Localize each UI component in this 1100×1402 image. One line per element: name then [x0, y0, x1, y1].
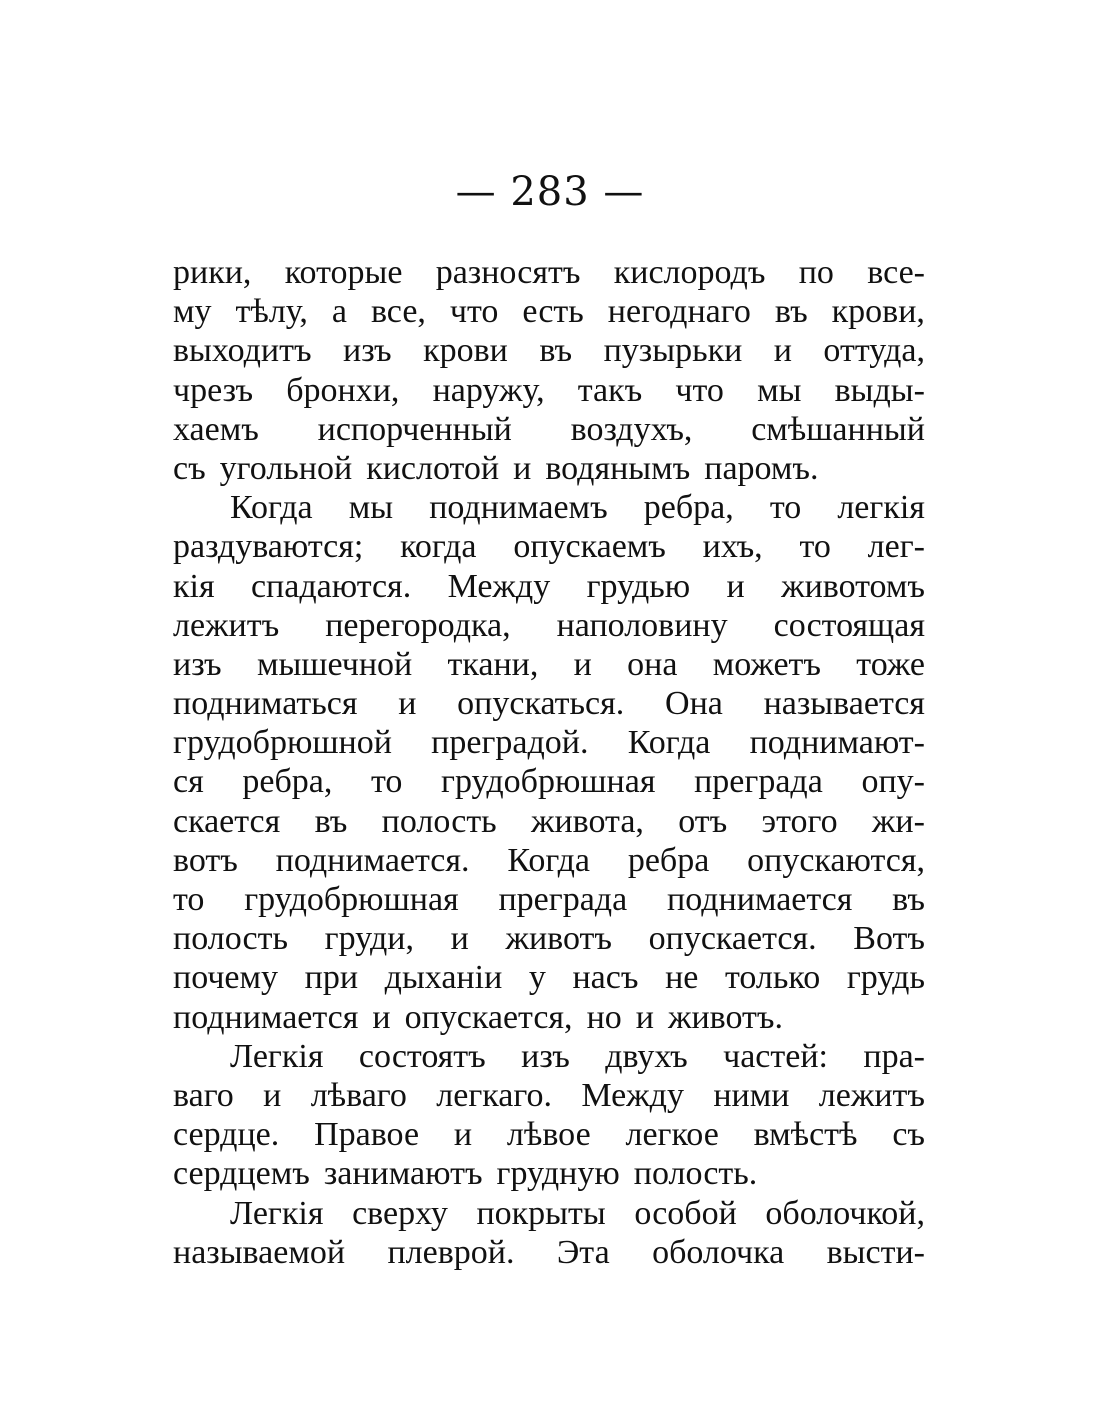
text-line: [173, 449, 925, 488]
word: ними: [713, 1076, 790, 1114]
word: наполовину: [556, 606, 728, 644]
word: есть: [522, 293, 584, 331]
body-text: [173, 253, 925, 1272]
word: поднимается: [667, 881, 853, 918]
word: и: [263, 1076, 282, 1114]
word: занимаютъ: [323, 1155, 483, 1193]
word: пра-: [863, 1037, 925, 1075]
word: опускается.: [648, 920, 817, 958]
word: Правое: [314, 1116, 420, 1154]
word: лежитъ: [818, 1076, 925, 1114]
word: оболочка: [652, 1233, 785, 1271]
word: лег-: [867, 528, 925, 566]
word: высти-: [826, 1233, 925, 1271]
word: и: [726, 567, 745, 605]
word: что: [675, 371, 724, 409]
text-line: [173, 292, 925, 331]
word: полость: [381, 802, 497, 840]
word: при: [304, 959, 359, 997]
word: преграда: [694, 763, 823, 801]
text-line: [173, 567, 925, 606]
word: живота,: [530, 802, 644, 840]
word: и: [453, 1116, 473, 1154]
word: изъ: [173, 645, 222, 683]
word: вотъ: [173, 841, 238, 879]
word: опускаться.: [457, 685, 625, 723]
text-line: [173, 802, 925, 841]
word: этого: [761, 802, 838, 840]
word: животъ: [505, 920, 612, 958]
word: бронхи,: [286, 371, 400, 409]
text-line: [173, 371, 925, 410]
word: паромъ.: [704, 449, 819, 487]
text-line: [173, 1037, 925, 1076]
word: кислотой: [366, 449, 500, 487]
text-line: [173, 723, 925, 762]
word: грудью: [586, 567, 691, 605]
word: въ: [314, 802, 348, 840]
word: отъ: [678, 802, 728, 840]
word: покрыты: [476, 1194, 606, 1232]
word: наружу,: [432, 371, 545, 409]
word: грудобрюшная: [441, 763, 656, 801]
word: раздуваются;: [173, 528, 364, 566]
word: плеврой.: [387, 1233, 515, 1271]
word: то: [370, 763, 403, 801]
word: состоятъ: [358, 1037, 486, 1075]
text-line: [173, 1154, 925, 1193]
word: грудную: [496, 1155, 620, 1193]
word: и: [573, 645, 592, 683]
paragraph: [173, 253, 925, 488]
word: состоящая: [773, 606, 925, 644]
word: скается: [173, 802, 281, 840]
word: Она: [665, 685, 723, 723]
word: ребра,: [242, 763, 333, 801]
text-line: [173, 762, 925, 801]
word: называемой: [173, 1233, 346, 1271]
word: жи-: [871, 802, 925, 840]
text-line: [173, 841, 925, 880]
word: Вотъ: [853, 920, 925, 958]
word: полость.: [633, 1155, 758, 1193]
word: выды-: [834, 371, 925, 409]
text-line: [173, 998, 925, 1037]
word: разносятъ: [435, 254, 581, 291]
word: испорченный: [317, 410, 512, 448]
word: опускаемъ: [513, 528, 666, 566]
word: Между: [581, 1076, 684, 1114]
word: и: [513, 449, 532, 487]
word: можетъ: [712, 645, 821, 683]
word: съ: [173, 449, 206, 487]
text-line: [173, 1233, 925, 1272]
word: пузырьки: [603, 332, 743, 370]
word: воздухъ,: [570, 410, 693, 448]
word: му: [173, 293, 212, 331]
word: поднимают-: [749, 724, 925, 762]
word: рики,: [173, 254, 252, 291]
word: водянымъ: [545, 449, 691, 487]
word: не: [665, 959, 699, 997]
text-line: [173, 919, 925, 958]
word: почему: [173, 959, 279, 997]
word: ребра: [627, 841, 710, 879]
word: все,: [370, 293, 426, 331]
text-line: [173, 958, 925, 997]
word: и: [450, 920, 469, 958]
word: ихъ,: [702, 528, 763, 566]
word: спадаются.: [250, 567, 412, 605]
word: Легкія: [230, 1037, 324, 1075]
word: крови: [423, 332, 508, 370]
word: грудь: [846, 959, 925, 997]
word: преградой.: [431, 724, 589, 762]
word: полость: [173, 920, 289, 958]
text-line: [173, 1076, 925, 1115]
text-line: [173, 606, 925, 645]
word: все-: [867, 254, 925, 291]
word: изъ: [521, 1037, 570, 1075]
word: лежитъ: [173, 606, 280, 644]
word: лѣвое: [506, 1116, 591, 1154]
text-line: [173, 684, 925, 723]
word: тоже: [856, 645, 925, 683]
word: Когда: [507, 841, 590, 879]
text-line: [173, 1194, 925, 1233]
word: и: [635, 998, 654, 1036]
word: то: [173, 881, 205, 918]
paragraph: [173, 488, 925, 1037]
text-line: [173, 331, 925, 370]
word: животъ.: [667, 998, 783, 1036]
word: кислородъ: [613, 254, 766, 291]
page-number: — 283 —: [455, 169, 645, 215]
text-line: [173, 645, 925, 684]
word: дыханіи: [384, 959, 503, 997]
word: поднимаемъ: [429, 489, 608, 527]
word: ткани,: [447, 645, 539, 683]
word: сверху: [352, 1194, 448, 1232]
word: въ: [774, 293, 808, 331]
word: лѣваго: [310, 1076, 407, 1114]
word: она: [627, 645, 678, 683]
word: то: [769, 489, 802, 527]
word: но: [586, 998, 622, 1036]
word: въ: [892, 881, 925, 918]
word: мы: [348, 489, 394, 527]
word: опу-: [861, 763, 925, 801]
word: тѣлу,: [235, 293, 308, 331]
word: подниматься: [173, 685, 358, 723]
word: изъ: [343, 332, 392, 370]
word: груди,: [324, 920, 415, 958]
word: когда: [400, 528, 477, 566]
word: оттуда,: [823, 332, 925, 370]
word: сердце.: [173, 1116, 280, 1154]
word: которые: [284, 254, 403, 291]
word: поднимается.: [275, 841, 470, 879]
word: животомъ: [781, 567, 925, 605]
word: такъ: [577, 371, 643, 409]
text-line: [173, 880, 925, 919]
word: въ: [539, 332, 573, 370]
word: только: [724, 959, 821, 997]
word: ваго: [173, 1076, 234, 1114]
word: и: [398, 685, 417, 723]
word: перегородка,: [325, 606, 511, 644]
word: кія: [173, 567, 215, 605]
word: угольной: [219, 449, 353, 487]
word: двухъ: [605, 1037, 688, 1075]
word: грудобрюшной: [173, 724, 392, 762]
word: оболочкой,: [765, 1194, 925, 1232]
word: легкія: [837, 489, 925, 527]
word: ся: [173, 763, 204, 801]
word: называется: [763, 685, 925, 723]
word: и: [773, 332, 792, 370]
word: смѣшанный: [751, 410, 925, 448]
word: вмѣстѣ: [753, 1116, 858, 1154]
word: по: [798, 254, 834, 291]
word: у: [528, 959, 546, 997]
word: выходитъ: [173, 332, 312, 370]
word: съ: [892, 1116, 925, 1154]
word: Легкія: [230, 1194, 324, 1232]
word: Между: [447, 567, 551, 605]
word: Когда: [627, 724, 711, 762]
word: частей:: [723, 1037, 828, 1075]
word: то: [799, 528, 831, 566]
word: и: [372, 998, 391, 1036]
word: особой: [634, 1194, 737, 1232]
word: Когда: [230, 489, 313, 527]
word: поднимается: [173, 998, 359, 1036]
word: легкое: [625, 1116, 719, 1154]
paragraph: [173, 1194, 925, 1272]
word: опускается,: [404, 998, 573, 1036]
word: мы: [757, 371, 802, 409]
word: мышечной: [256, 645, 413, 683]
paragraph: [173, 1037, 925, 1194]
text-line: [173, 253, 925, 292]
word: насъ: [572, 959, 639, 997]
text-line: [173, 527, 925, 566]
word: сердцемъ: [173, 1155, 310, 1193]
word: преграда: [498, 881, 628, 918]
word: а: [331, 293, 347, 331]
word: грудобрюшная: [244, 881, 459, 918]
word: легкаго.: [436, 1076, 552, 1114]
word: негоднаго: [607, 293, 751, 331]
text-line: [173, 488, 925, 527]
word: ребра,: [643, 489, 734, 527]
word: крови,: [831, 293, 925, 331]
word: хаемъ: [173, 410, 259, 448]
word: Эта: [556, 1233, 610, 1271]
word: что: [449, 293, 499, 331]
word: чрезъ: [173, 371, 254, 409]
word: опускаются,: [747, 841, 925, 879]
text-line: [173, 1115, 925, 1154]
text-line: [173, 410, 925, 449]
